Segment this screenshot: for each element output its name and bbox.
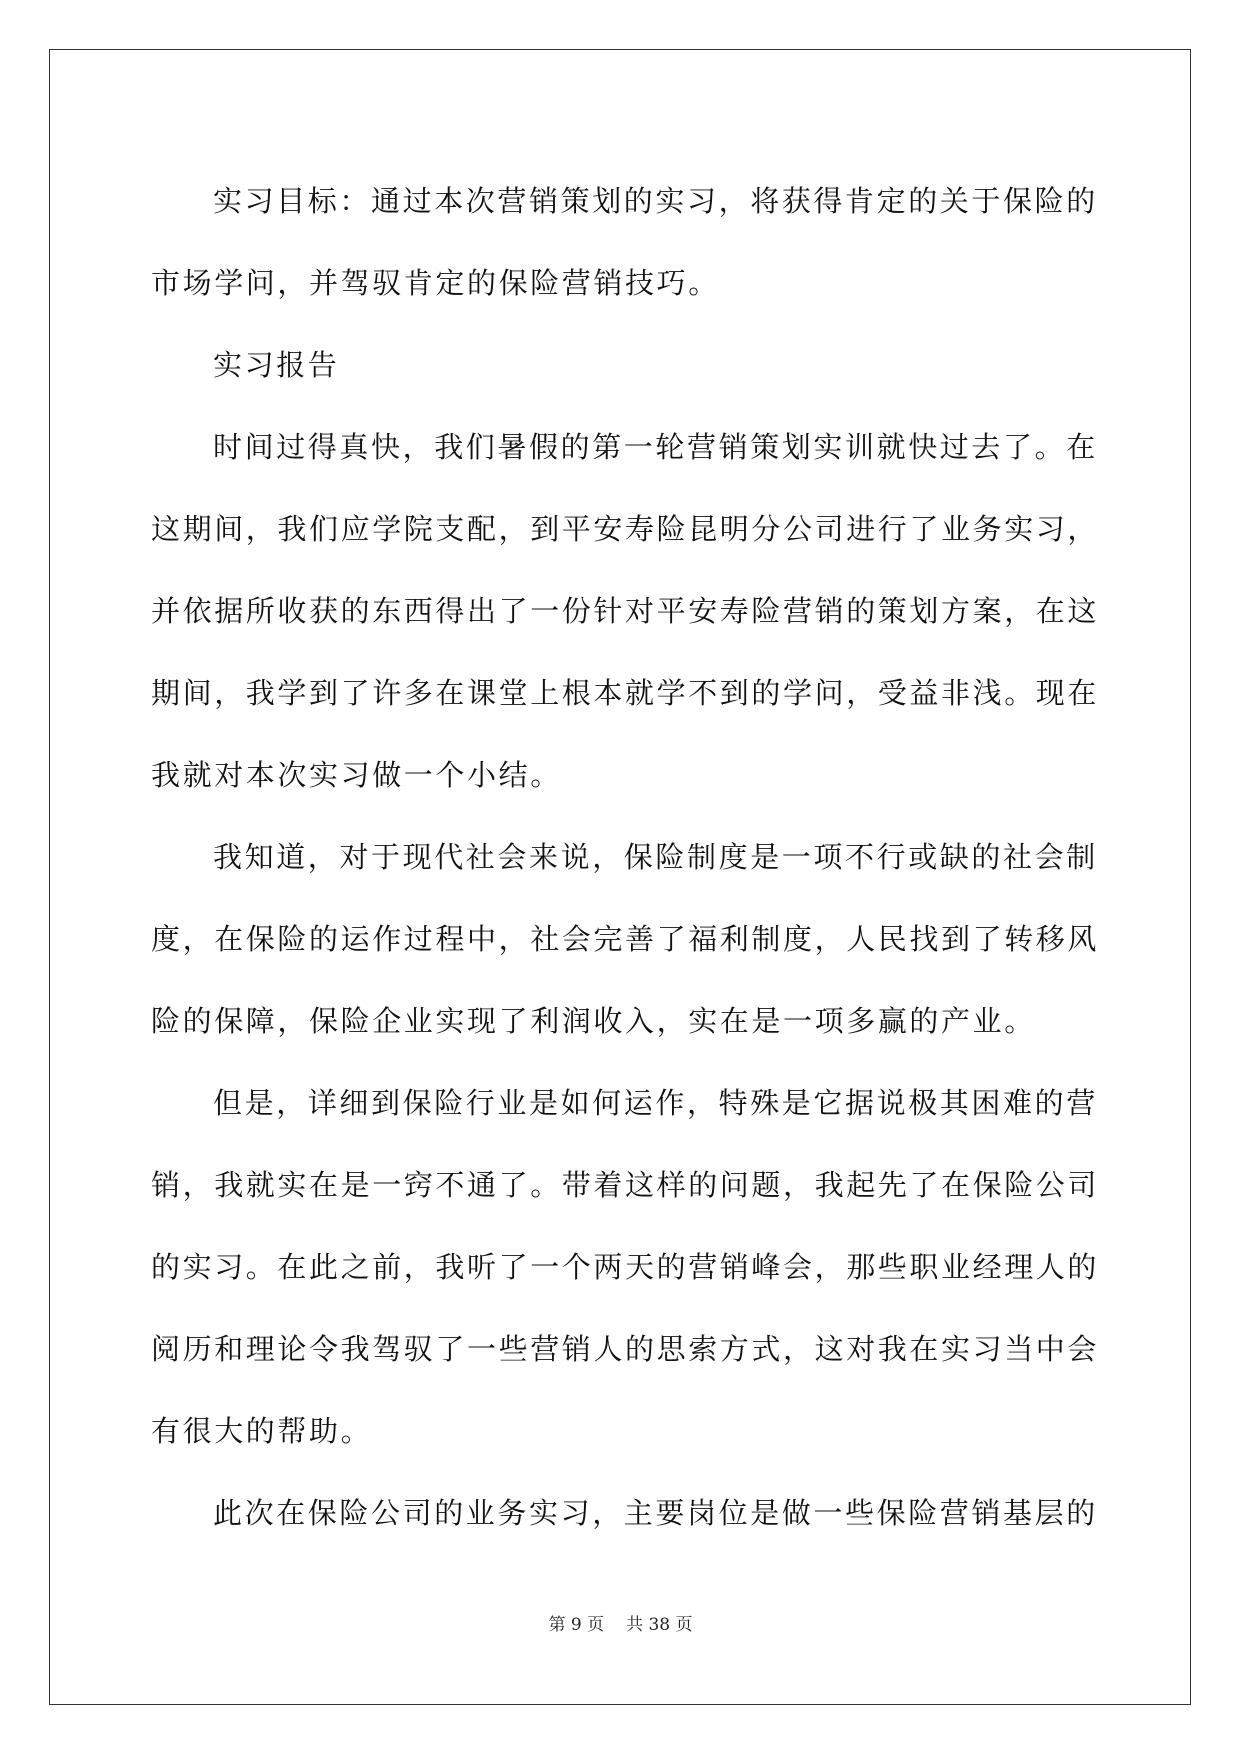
text-line: 我就对本次实习做一个小结。 xyxy=(151,758,562,792)
text-line: 此次在保险公司的业务实习，主要岗位是做一些保险营销基层的 xyxy=(213,1496,1098,1530)
text-line: 有很大的帮助。 xyxy=(151,1414,373,1448)
total-pages: 共 38 页 xyxy=(626,1615,693,1635)
text-line: 度，在保险的运作过程中，社会完善了福利制度，人民找到了转移风 xyxy=(151,922,1100,956)
text-line: 期间，我学到了许多在课堂上根本就学不到的学问，受益非浅。现在 xyxy=(151,676,1100,710)
text-line: 并依据所收获的东西得出了一份针对平安寿险营销的策划方案，在这 xyxy=(151,594,1100,628)
text-line: 但是，详细到保险行业是如何运作，特殊是它据说极其困难的营 xyxy=(213,1086,1098,1120)
page-footer xyxy=(0,1610,1241,1635)
text-line: 销，我就实在是一窍不通了。带着这样的问题，我起先了在保险公司 xyxy=(151,1168,1100,1202)
text-line: 市场学问，并驾驭肯定的保险营销技巧。 xyxy=(151,266,720,300)
document-body xyxy=(151,160,1100,1554)
text-line: 实习目标：通过本次营销策划的实习，将获得肯定的关于保险的 xyxy=(213,184,1098,218)
text-line: 阅历和理论令我驾驭了一些营销人的思索方式，这对我在实习当中会 xyxy=(151,1332,1100,1366)
text-line: 险的保障，保险企业实现了利润收入，实在是一项多赢的产业。 xyxy=(151,1004,1036,1038)
text-line: 时间过得真快，我们暑假的第一轮营销策划实训就快过去了。在 xyxy=(213,430,1098,464)
text-line: 的实习。在此之前，我听了一个两天的营销峰会，那些职业经理人的 xyxy=(151,1250,1100,1284)
page-number: 第 9 页 xyxy=(548,1615,605,1635)
text-line: 这期间，我们应学院支配，到平安寿险昆明分公司进行了业务实习， xyxy=(151,512,1100,546)
text-line: 我知道，对于现代社会来说，保险制度是一项不行或缺的社会制 xyxy=(213,840,1098,874)
section-heading: 实习报告 xyxy=(213,348,340,382)
